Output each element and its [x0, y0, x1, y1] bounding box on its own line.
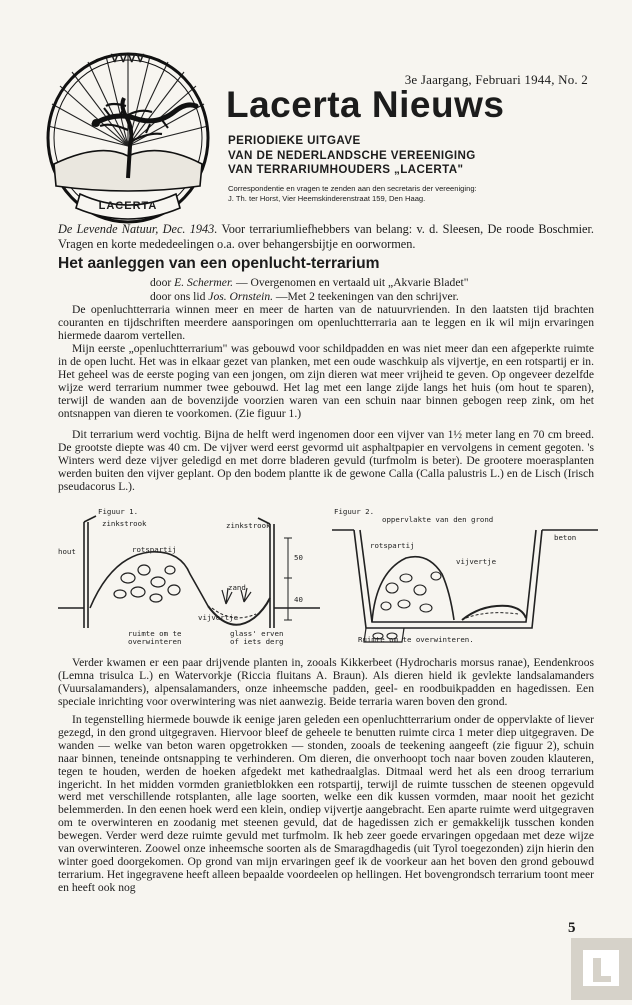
byline-text: — Overgenomen en vertaald uit „Akvarie Bladet" — [233, 276, 469, 289]
issue-line: 3e Jaargang, Februari 1944, No. 2 — [404, 72, 588, 87]
label-ruimte: ruimte om te overwinteren — [128, 629, 182, 646]
article-paragraph: Dit terrarium werd vochtig. Bijna de helft werd ingenomen door een vijver van 1½ meter lang en 70 cm breed. De grootste diepte was 40 cm. De vijver werd eerst gevormd uit asphaltpapier en vervolgens in cement gegoten. 's Winters werd deze vijver geledigd en met dorre bladeren gevuld (turfmolm is beter). De grootere moerasplanten werden buiten den vijver geplant. Op den bodem plantte ik de gewone Calla (Calla palustris L.) en de Lisch (Irisch pseudacorus L.). — [58, 428, 594, 493]
logo-ribbon-text: LACERTA — [98, 200, 158, 212]
correspondence-line: Correspondentie en vragen te zenden aan den secretaris der vereeniging: — [228, 184, 477, 193]
label-rotspartij: rotspartij — [132, 545, 177, 554]
label-oppervlakte: oppervlakte van den grond — [382, 515, 494, 524]
label-hout: hout — [58, 547, 76, 556]
label-beton: beton — [554, 533, 577, 542]
subtitle-line: VAN TERRARIUMHOUDERS „LACERTA" — [228, 163, 464, 176]
figure-2 — [332, 508, 598, 650]
byline-text: —Met 2 teekeningen van den schrijver. — [273, 289, 459, 303]
corner-badge — [571, 938, 632, 1000]
label-dim-40: 40 — [294, 595, 303, 604]
article-paragraph: Verder kwamen er een paar drijvende planten in, zooals Kikkerbeet (Hydrocharis morsus ranae), Eendenkroos (Lemna trisulca L.) en Watervorkje (Riccia fluitans A. Braun). Als dieren hield ik gevlekte landsalamanders (Vuursalamanders), alpensalamanders, onze inheemsche padden, geel- en roodbuikpadden en hagedissen. Een speciale inrichting voor overwintering was niet aanwezig. Beide terraria waren boven den grond. — [58, 656, 594, 708]
label-rotspartij: rotspartij — [370, 541, 415, 550]
article-paragraph: Mijn eerste „openluchtterrarium" was gebouwd voor schildpadden en was niet meer dan een afgeperkte ruimte in de open lucht. Het was in elkaar gezet van planken, met een oude waschkuip als vijvertje, en een rotspartij er in. Het geheel was de eerste poging van een jongen, om zijn dieren wat meer vrijheid te geven. Op ongeveer dezelfde wijze werd terrarium nummer twee gebouwd. Het lag met een lange zijde langs het huis (om hout te sparen), terwijl de wanden aan de bovenzijde voorzien waren van een schuin naar binnen gebogen reep zink, om het ontsnappen van dieren te voorkomen. (Zie figuur 1.) — [58, 342, 594, 420]
label-zand: zand — [228, 583, 246, 592]
collector-logo-icon — [571, 938, 632, 1000]
byline-text: door — [150, 276, 175, 289]
subtitle-line: PERIODIEKE UITGAVE — [228, 134, 361, 147]
label-dim-50: 50 — [294, 553, 303, 562]
masthead-subtitle — [228, 134, 588, 178]
page-number: 5 — [568, 920, 576, 936]
subtitle-line: VAN DE NEDERLANDSCHE VEREENIGING — [228, 148, 476, 162]
article-paragraph: De openluchtterraria winnen meer en meer de harten van de natuurvrienden. In den laatsten tijd brachten couranten en tijdschriften meerdere aansporingen om openluchtterraria aan te leggen en ik wil mijn ervaringen hiermede daarom vertellen. — [58, 303, 594, 342]
lacerta-logo — [40, 46, 216, 228]
translator-name: Jos. Ornstein. — [208, 289, 274, 303]
article-title: Het aanleggen van een openlucht-terrarium — [58, 255, 380, 272]
article-byline — [150, 276, 594, 303]
byline-text: door ons lid — [150, 289, 209, 303]
figure-2-drawing — [332, 508, 598, 650]
label-vijvertje: vijvertje — [198, 613, 239, 622]
byline-row — [150, 276, 594, 290]
label-ruimte: Ruimte om te overwinteren. — [358, 635, 474, 644]
label-glass: glass' erven of iets derg — [230, 629, 284, 646]
figure-1 — [58, 508, 320, 650]
label-zinkstrook-left: zinkstrook — [102, 519, 147, 528]
author-name: E. Schermer. — [174, 276, 234, 289]
label-zinkstrook-right: zinkstrook — [226, 521, 271, 530]
figure-2-title: Figuur 2. — [334, 507, 375, 516]
article-paragraph: In tegenstelling hiermede bouwde ik eenige jaren geleden een openluchtterrarium onder de oppervlakte of liever gezegd, in den grond uitgegraven. Hiervoor bleef de geheele te benutten ruimte circa 1 meter diep uitgegraven. De wanden — welke van beton waren opgetrokken — stonden, zooals de teekening aangeeft (zie figuur 2), schuin naar binnen, teneinde ontsnapping te verhinderen. Om dieren, die onverhoopt toch naar boven zouden klauteren, tegen te houden, werden de hoeken afgedekt met kathedraalglas. Ditmaal werd het als een droog terrarium ingericht. In het midden vormden granietblokken een rotspartij, terwijl de ruimte tusschen de steenen opgevuld werd met verschillende rotsplanten, alle lage soorten, welke een dik kussen vormden, maar nooit het gezicht belemmerden. In den eenen hoek werd een klein, ondiep vijvertje aangebracht. Een aparte ruimte werd uitgegraven om te overwinteren en zoodanig met steenen gevuld, dat de hagedissen zich er gemakkelijk tusschen konden bewegen. Verder werd deze ruimte gevuld met turfmolm. Ik heb zeer goede ervaringen opgedaan met deze wijze van overwinteren. Zoowel onze inheemsche soorten als de Smaragdhagedis (uit Tyrol toegezonden) zijn hierin den winter goed doorgekomen. Op grond van mijn ervaringen geef ik de voorkeur aan het boven den grond gebouwd terrarium. Het ingegravene heeft alleen bepaalde voordeelen op hellingen. Het bovengrondsch terrarium toont meer en heeft ook nog — [58, 713, 594, 894]
masthead-title: Lacerta Nieuws — [226, 84, 505, 125]
correspondence-note — [228, 184, 590, 204]
byline-row — [150, 290, 594, 304]
intro-note — [58, 222, 594, 252]
correspondence-line: J. Th. ter Horst, Vier Heemskinderenstraat 159, Den Haag. — [228, 194, 426, 203]
intro-source: De Levende Natuur, Dec. 1943. — [58, 222, 218, 236]
label-vijvertje: vijvertje — [456, 557, 497, 566]
figure-1-title: Figuur 1. — [98, 507, 139, 516]
logo-top-text: ᐯᐯᐯᐯ — [110, 53, 146, 65]
intro-text: Voor terrariumliefhebbers van belang: v. d. Sleesen, De roode Boschmier. Vragen en korte mededeelingen o.a. over behangersbijtje en oorwormen. — [58, 222, 595, 251]
